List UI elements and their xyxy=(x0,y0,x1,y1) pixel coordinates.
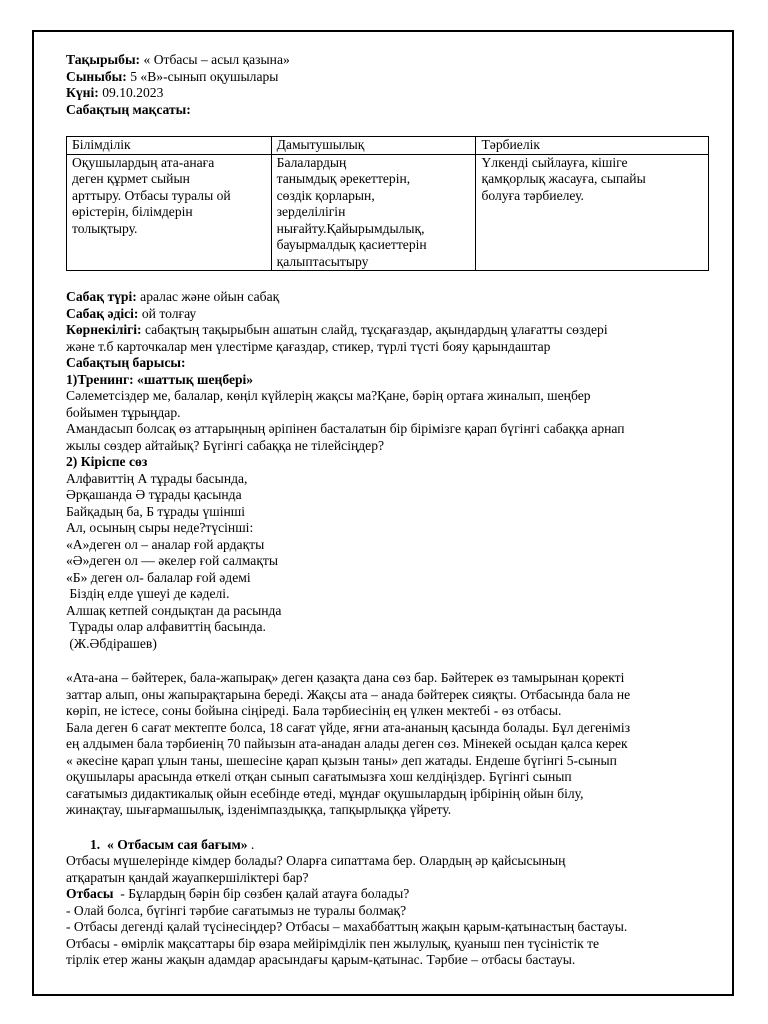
game-line: атқаратын қандай жауапкершіліктері бар? xyxy=(66,869,309,885)
objectives-cell-development: Балалардың танымдық әрекеттерін, сөздік қорларын, зерделілігін нығайту.Қайырымдылық, бауырмалдық қасиеттерін қалыптасытыру xyxy=(271,154,476,271)
paragraph-line: сағатымыз дидактикалық ойын есебінде өтеді, мұндағ оқушылардың ірбірінің ойын білу, xyxy=(66,785,584,801)
paragraph-line: көріп, не істесе, соны бойына сіңіреді. Бала тәрбиесінің ең үлкен мектебі - өз отбасы. xyxy=(66,703,562,718)
lesson-type-line: Сабақ түрі: аралас және ойын сабақ xyxy=(66,289,280,304)
objectives-cell-upbringing: Үлкенді сыйлауға, кішіге қамқорлық жасауға, сыпайы болуға тәрбиелеу. xyxy=(476,154,709,271)
lesson-method-line: Сабақ әдісі: ой толғау xyxy=(66,305,197,321)
class-line: Сыныбы: 5 «В»-сынып оқушылары xyxy=(66,68,279,84)
training-line: Сәлеметсіздер ме, балалар, көңіл күйлерің жақсы ма?Қане, бәрің ортаға жиналып, шеңбер xyxy=(66,388,591,403)
visual-aids-line: Көрнекілігі: сабақтың тақырыбын ашатын слайд, тұсқағаздар, ақындардың ұлағатты сөздері xyxy=(66,322,608,337)
game-line: - Отбасы дегенді қалай түсінесіңдер? Отбасы – махаббаттың жақын қарым-қатынастың бастауы. xyxy=(66,919,628,934)
paragraph-line: «Ата-ана – бәйтерек, бала-жапырақ» деген қазақта дана сөз бар. Бәйтерек өз тамырынан қоректі xyxy=(66,670,625,685)
poem-line: «Ә»деген ол — әкелер ғой салмақты xyxy=(66,553,279,568)
objectives-header-cell: Білімділік xyxy=(67,137,272,155)
game-line: тірлік етер жаны жақын адамдар арасындағы қарым-қатынас. Тәрбие – отбасы бастауы. xyxy=(66,952,576,967)
family-line: Отбасы - Бұлардың бәрін бір сөзбен қалай атауға болады? xyxy=(66,886,410,901)
paragraph-line: жинақтау, шығармашылық, ізденімпаздыққа, тапқырлыққа үйрету. xyxy=(66,802,452,817)
game-line: Отбасы мүшелерінде кімдер болады? Оларға сипаттама бер. Олардың әр қайсысының xyxy=(66,853,566,868)
poem-author: (Ж.Әбдірашев) xyxy=(66,635,157,651)
visual-aids-line-2: және т.б карточкалар мен үлестірме қағаздар, стикер, түрлі түсті бояу қарындаштар xyxy=(66,338,551,354)
page-border xyxy=(32,30,734,996)
objectives-header-cell: Тәрбиелік xyxy=(476,137,709,155)
document-content xyxy=(66,52,716,969)
training-line: Амандасып болсақ өз аттарыңның әріпінен басталатын бір бірімізге қарап бүгінгі сабаққа арнап xyxy=(66,421,625,436)
poem-line: Байқадың ба, Б тұрады үшінші xyxy=(66,503,246,519)
paragraph-line: заттар алып, оны жапырақтарына береді. Жақсы ата – анада бәйтерек сияқты. Отбасында бала не xyxy=(66,686,631,702)
objectives-body-row xyxy=(67,154,709,271)
objectives-header-row xyxy=(67,137,709,155)
game-line: Отбасы - өмірлік мақсаттары бір өзара мейірімділік пен жылулық, қуаныш пен түсіністік те xyxy=(66,935,600,951)
poem-line: Алфавиттің А тұрады басында, xyxy=(66,470,248,486)
paragraph-line: « әкесіне қарап ұлын таны, шешесіне қарап қызын таны» деп жатады. Ендеше бүгінгі 5-сынып xyxy=(66,752,617,768)
objectives-header-cell: Дамытушылық xyxy=(271,137,476,155)
progress-heading: Сабақтың барысы: xyxy=(66,355,186,370)
training-heading: 1)Тренинг: «шаттық шеңбері» xyxy=(66,371,254,387)
poem-line: «А»деген ол – аналар ғой ардақты xyxy=(66,536,265,552)
training-line: жылы сөздер айтайық? Бүгінгі сабаққа не тілейсіңдер? xyxy=(66,437,385,453)
poem-line: «Б» деген ол- балалар ғой әдемі xyxy=(66,569,251,585)
game-line: - Олай болса, бүгінгі тәрбие сағатымыз не туралы болмақ? xyxy=(66,902,407,918)
objectives-cell-knowledge: Оқушылардың ата-анаға деген құрмет сыйын арттыру. Отбасы туралы ой өрістерін, білімдерін толықтыру. xyxy=(67,154,272,271)
paragraph-line: ең алдымен бала тәрбиенің 70 пайызын ата-анадан алады деген сөз. Мінекей осыдан қалса керек xyxy=(66,736,628,751)
paragraph-line: Бала деген 6 сағат мектепте болса, 18 сағат үйде, яғни ата-ананың қасында болады. Бұл дегеніміз xyxy=(66,719,631,735)
training-line: бойымен тұрыңдар. xyxy=(66,404,181,420)
poem-line: Алшақ кетпей сондықтан да расында xyxy=(66,602,282,618)
intro-heading: 2) Кіріспе сөз xyxy=(66,454,148,469)
poem-line: Тұрады олар алфавиттің басында. xyxy=(66,619,266,634)
objectives-table xyxy=(66,136,709,271)
goals-heading: Сабақтың мақсаты: xyxy=(66,101,191,117)
date-line: Күні: 09.10.2023 xyxy=(66,85,164,100)
game-heading: 1. « Отбасым сая бағым» . xyxy=(90,836,255,852)
poem-line: Әрқашанда Ә тұрады қасында xyxy=(66,487,242,502)
paragraph-line: оқушылары арасында өткелі отқан сынып сағатымызға хош келдіңіздер. Бүгінгі сынып xyxy=(66,769,572,784)
poem-line: Ал, осының сыры неде?түсінші: xyxy=(66,520,254,535)
poem-line: Біздің елде үшеуі де кәделі. xyxy=(66,586,230,601)
topic-line: Тақырыбы: « Отбасы – асыл қазына» xyxy=(66,52,290,67)
